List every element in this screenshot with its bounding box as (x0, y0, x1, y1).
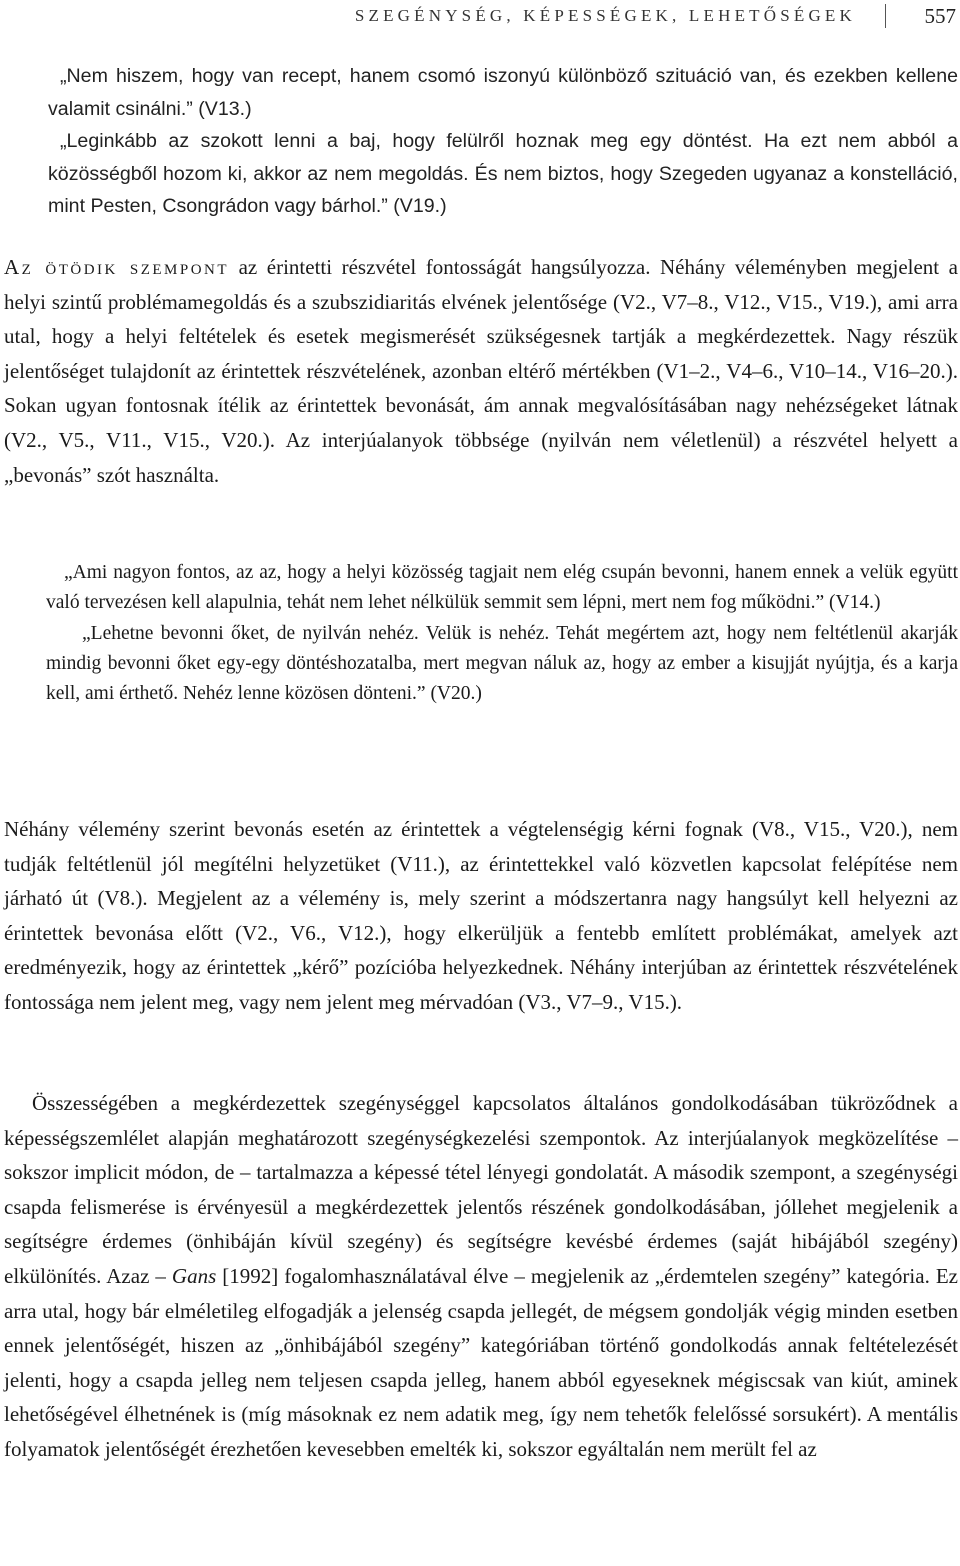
paragraph-text (4, 1086, 958, 1467)
block-quote: „Ami nagyon fontos, az az, hogy a helyi közösség tagjait nem elég csupán bevonni, hanem ennek a velük együtt való tervezésen kell alapulnia, tehát nem lehet nélkülük semmit sem lépni, mert nem fog működni.” (V14.) (46, 562, 958, 614)
interview-quote: „Leginkább az szokott lenni a baj, hogy felülről hoznak meg egy döntést. Ha ezt nem abból a közösségből hozom ki, akkor az nem megoldás. És nem biztos, hogy Szegeden ugyanaz a konstelláció, mint Pesten, Csongrádon vagy bárhol.” (V19.) (48, 130, 958, 217)
cited-author: Gans (171, 1263, 217, 1288)
interview-quote: „Nem hiszem, hogy van recept, hanem csomó iszonyú különböző szituáció van, és ezekben kellene valamit csinálni.” (V13.) (48, 65, 958, 120)
paragraph-body: az érintetti részvétel fontosságát hangsúlyozza. Néhány véleményben megjelent a helyi szintű problémamegoldás és a szubszidiaritás elvének jelentősége (V2., V7–8., V12., V15., V19.), ami arra utal, hogy a helyi feltételek és esetek megismerését szükségesnek tartják a megkérdezettek. Nagy részük jelentőséget tulajdonít az érintettek részvételének, azonban eltérő mértékben (V1–2., V4–6., V10–14., V16–20.). Sokan ugyan fontosnak ítélik az érintettek bevonását, ám annak megvalósításában nagy nehézségeket látnak (V2., V5., V11., V15., V20.). Az interjúalanyok többsége (nyilván nem véletlenül) a részvétel helyett a „bevonás” szót használta. (4, 255, 958, 487)
paragraph-summary (4, 1086, 958, 1467)
paragraph-involvement (4, 812, 958, 1020)
section-lead: Az ötödik szempont (4, 255, 230, 279)
top-interview-quotes (48, 60, 958, 223)
paragraph-body: Néhány vélemény szerint bevonás esetén az érintettek a végtelenségig kérni fognak (V8., V15., V20.), nem tudják feltétlenül jól megítélni helyzetüket (V11.), az érintettekkel való közvetlen kapcsolat felépítése nem járható út (V8.). Megjelent az a vélemény is, mely szerint a módszertanra nagy hangsúlyt kell helyezni az érintettek bevonása előtt (V2., V6., V12.), hogy elkerüljük a fentebb említett problémákat, amelyek azt eredményezik, hogy az érintettek „kérő” pozícióba helyezkednek. Néhány interjúban az érintettek részvételének fontossága nem jelent meg, vagy nem jelent meg mérvadóan (V3., V7–9., V15.). (4, 817, 958, 1014)
paragraph-fifth-aspect (4, 250, 958, 492)
paragraph-text (4, 250, 958, 492)
running-title: SZEGÉNYSÉG, KÉPESSÉGEK, LEHETŐSÉGEK (354, 6, 856, 25)
block-quotes (46, 558, 958, 709)
paragraph-body: Összességében a megkérdezettek szegénységgel kapcsolatos általános gondolkodásában tükröződnek a képességszemlélet alapján meghatározott szegénységkezelési szempontok. Az interjúalanyok megközelítése – sokszor implicit módon, de – tartalmazza a képessé tétel lényegi gondolatát. A második szempont, a szegénységi csapda felismerése is érvényesül a megkérdezettek jelentős részének gondolkodásában, jóllehet megjelenik a segítségre érdemes (önhibáján kívül szegény) és segítségre kevésbé érdemes (saját hibájából szegény) elkülönítés. Azaz – (4, 1091, 958, 1288)
block-quote: „Lehetne bevonni őket, de nyilván nehéz. Velük is nehéz. Tehát megértem azt, hogy nem feltétlenül akarják mindig bevonni őket egy-egy döntéshozatalba, mert megvan náluk az, hogy az ember a kisujját nyújtja, és a karja kell, ami érthető. Nehéz lenne közösen dönteni.” (V20.) (46, 622, 958, 705)
paragraph-body: [1992] fogalomhasználatával élve – megjelenik az „érdemtelen szegény” kategória. Ez arra utal, hogy bár elméletileg elfogadják a jelenség csapda jellegét, de mégsem gondolják végig minden esetben ennek jelentőségét, hiszen az „önhibájából szegény” kategóriában történő gondolkodás annak feltételezését jelenti, hogy a csapda jelleg nem teljesen csapda jelleg, hanem abból egyeseknek mégiscsak van kiút, aminek lehetőségével élhetnének is (míg másoknak ez nem adatik meg, így nem tehetők felelőssé sorsukért). A mentális folyamatok jelentőségét érezhetően kevesebben emelték ki, sokszor egyáltalán nem merült fel az (4, 1263, 958, 1461)
running-head (0, 4, 960, 30)
page-number: 557 (924, 4, 956, 28)
header-divider (885, 4, 886, 28)
